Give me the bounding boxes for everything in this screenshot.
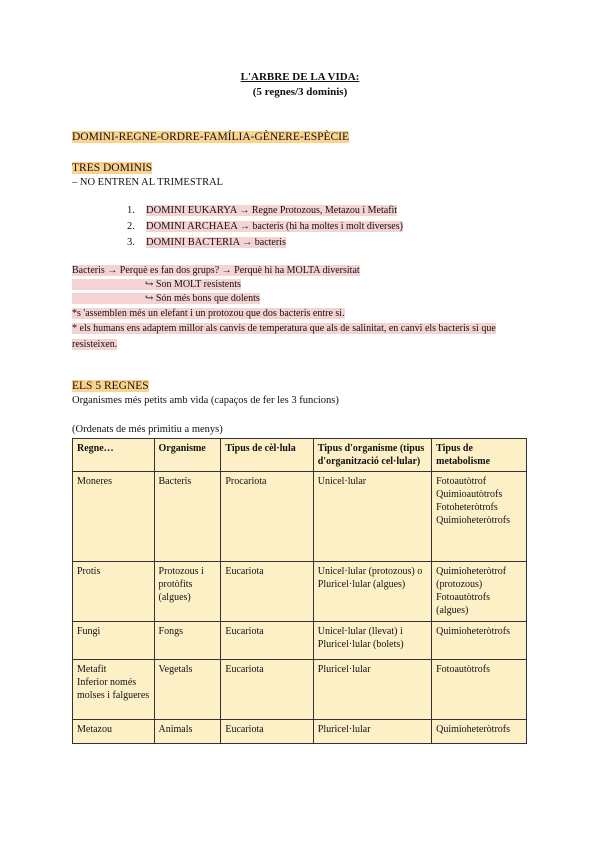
header-metabolisme: Tipus de metabolisme: [432, 439, 527, 472]
domini-desc: → Regne Protozous, Metazou i Metafit: [239, 205, 398, 216]
cell-regne: Metazou: [73, 720, 155, 744]
cell-organitzacio: Unicel·lular (llevat) i Pluricel·lular (bolets): [313, 622, 431, 660]
table-row: [73, 472, 527, 562]
table-row: [73, 660, 527, 720]
table-row: [73, 720, 527, 744]
list-number: 2.: [127, 221, 135, 232]
domini-name: DOMINI ARCHAEA: [146, 221, 238, 232]
cell-organisme: Vegetals: [154, 660, 221, 720]
hierarchy-text: DOMINI-REGNE-ORDRE-FAMÍLIA-GÈNERE-ESPÈCIE: [72, 131, 350, 143]
list-number: 3.: [127, 237, 135, 248]
list-item: [127, 235, 403, 251]
page-title: L'ARBRE DE LA VIDA:: [240, 71, 360, 83]
regnes-table: [72, 438, 527, 744]
header-regne: Regne…: [73, 439, 155, 472]
note-elefant: [72, 306, 532, 322]
note-humans-text: * els humans ens adaptem millor als canvis de temperatura que als de salinitat, en canvi els bacteris si que resisteixen.: [72, 323, 496, 350]
cell-organitzacio: Pluricel·lular: [313, 660, 431, 720]
bacteris-resistents: [72, 278, 241, 292]
order-note: (Ordenats de més primitiu a menys): [72, 424, 223, 435]
cell-regne: Metafit Inferior només molses i falgueres: [73, 660, 155, 720]
cinc-regnes-title: ELS 5 REGNES: [72, 380, 149, 392]
domini-name: DOMINI BACTERIA: [146, 237, 240, 248]
bacteris-bons: [72, 292, 260, 306]
domini-desc: → bacteris (hi ha moltes i molt diverses): [239, 221, 403, 232]
cell-regne: Moneres: [73, 472, 155, 562]
cell-regne: Protis: [73, 562, 155, 622]
note-elefant-text: *s 'assemblen més un elefant i un protozou que dos bacteris entre si.: [72, 308, 345, 319]
bacteris-resistents-text: ↪ Son MOLT resistents: [72, 279, 241, 290]
list-item: [127, 219, 403, 235]
cell-organisme: Bacteris: [154, 472, 221, 562]
bacteris-bons-text: ↪ Són més bons que dolents: [72, 293, 260, 304]
cell-metabolisme: Fotoautòtrof Quimioautòtrofs Fotoheteròtrofs Quimioheteròtrofs: [432, 472, 527, 562]
list-item: [127, 203, 403, 219]
cell-cellula: Eucariota: [221, 622, 313, 660]
cell-metabolisme: Quimioheteròtrof (protozous) Fotoautòtrofs (algues): [432, 562, 527, 622]
table-row: [73, 562, 527, 622]
header-organitzacio: Tipus d'organisme (tipus d'organització cel·lular): [313, 439, 431, 472]
cell-organitzacio: Pluricel·lular: [313, 720, 431, 744]
tres-dominis-note: – NO ENTREN AL TRIMESTRAL: [72, 177, 224, 188]
table-header-row: [73, 439, 527, 472]
cell-cellula: Eucariota: [221, 660, 313, 720]
cell-cellula: Procariota: [221, 472, 313, 562]
tres-dominis-heading: [72, 161, 152, 175]
cell-regne: Fungi: [73, 622, 155, 660]
cell-cellula: Eucariota: [221, 720, 313, 744]
cell-organitzacio: Unicel·lular (protozous) o Pluricel·lular (algues): [313, 562, 431, 622]
tres-dominis-title: TRES DOMINIS: [72, 162, 153, 174]
cell-metabolisme: Quimioheteròtrofs: [432, 720, 527, 744]
header-cellula: Tipus de cèl·lula: [221, 439, 313, 472]
cinc-regnes-desc: Organismes més petits amb vida (capaços de fer les 3 funcions): [72, 395, 339, 406]
page-subtitle: (5 regnes/3 dominis): [252, 86, 348, 98]
cell-organisme: Protozous i protòfits (algues): [154, 562, 221, 622]
dominis-list: [127, 203, 403, 251]
list-number: 1.: [127, 205, 135, 216]
cell-organisme: Animals: [154, 720, 221, 744]
cell-cellula: Eucariota: [221, 562, 313, 622]
cell-organisme: Fongs: [154, 622, 221, 660]
cell-organitzacio: Unicel·lular: [313, 472, 431, 562]
cell-metabolisme: Quimioheteròtrofs: [432, 622, 527, 660]
domini-desc: → bacteris: [242, 237, 286, 248]
table-row: [73, 622, 527, 660]
bacteris-line: [72, 264, 360, 278]
domini-name: DOMINI EUKARYA: [146, 205, 237, 216]
cinc-regnes-heading: [72, 379, 149, 393]
hierarchy-heading: [72, 130, 349, 144]
bacteris-text: Bacteris → Perquè es fan dos grups? → Perquè hi ha MOLTA diversitat: [72, 265, 360, 276]
note-humans: [72, 321, 532, 352]
header-organisme: Organisme: [154, 439, 221, 472]
cell-metabolisme: Fotoautòtrofs: [432, 660, 527, 720]
